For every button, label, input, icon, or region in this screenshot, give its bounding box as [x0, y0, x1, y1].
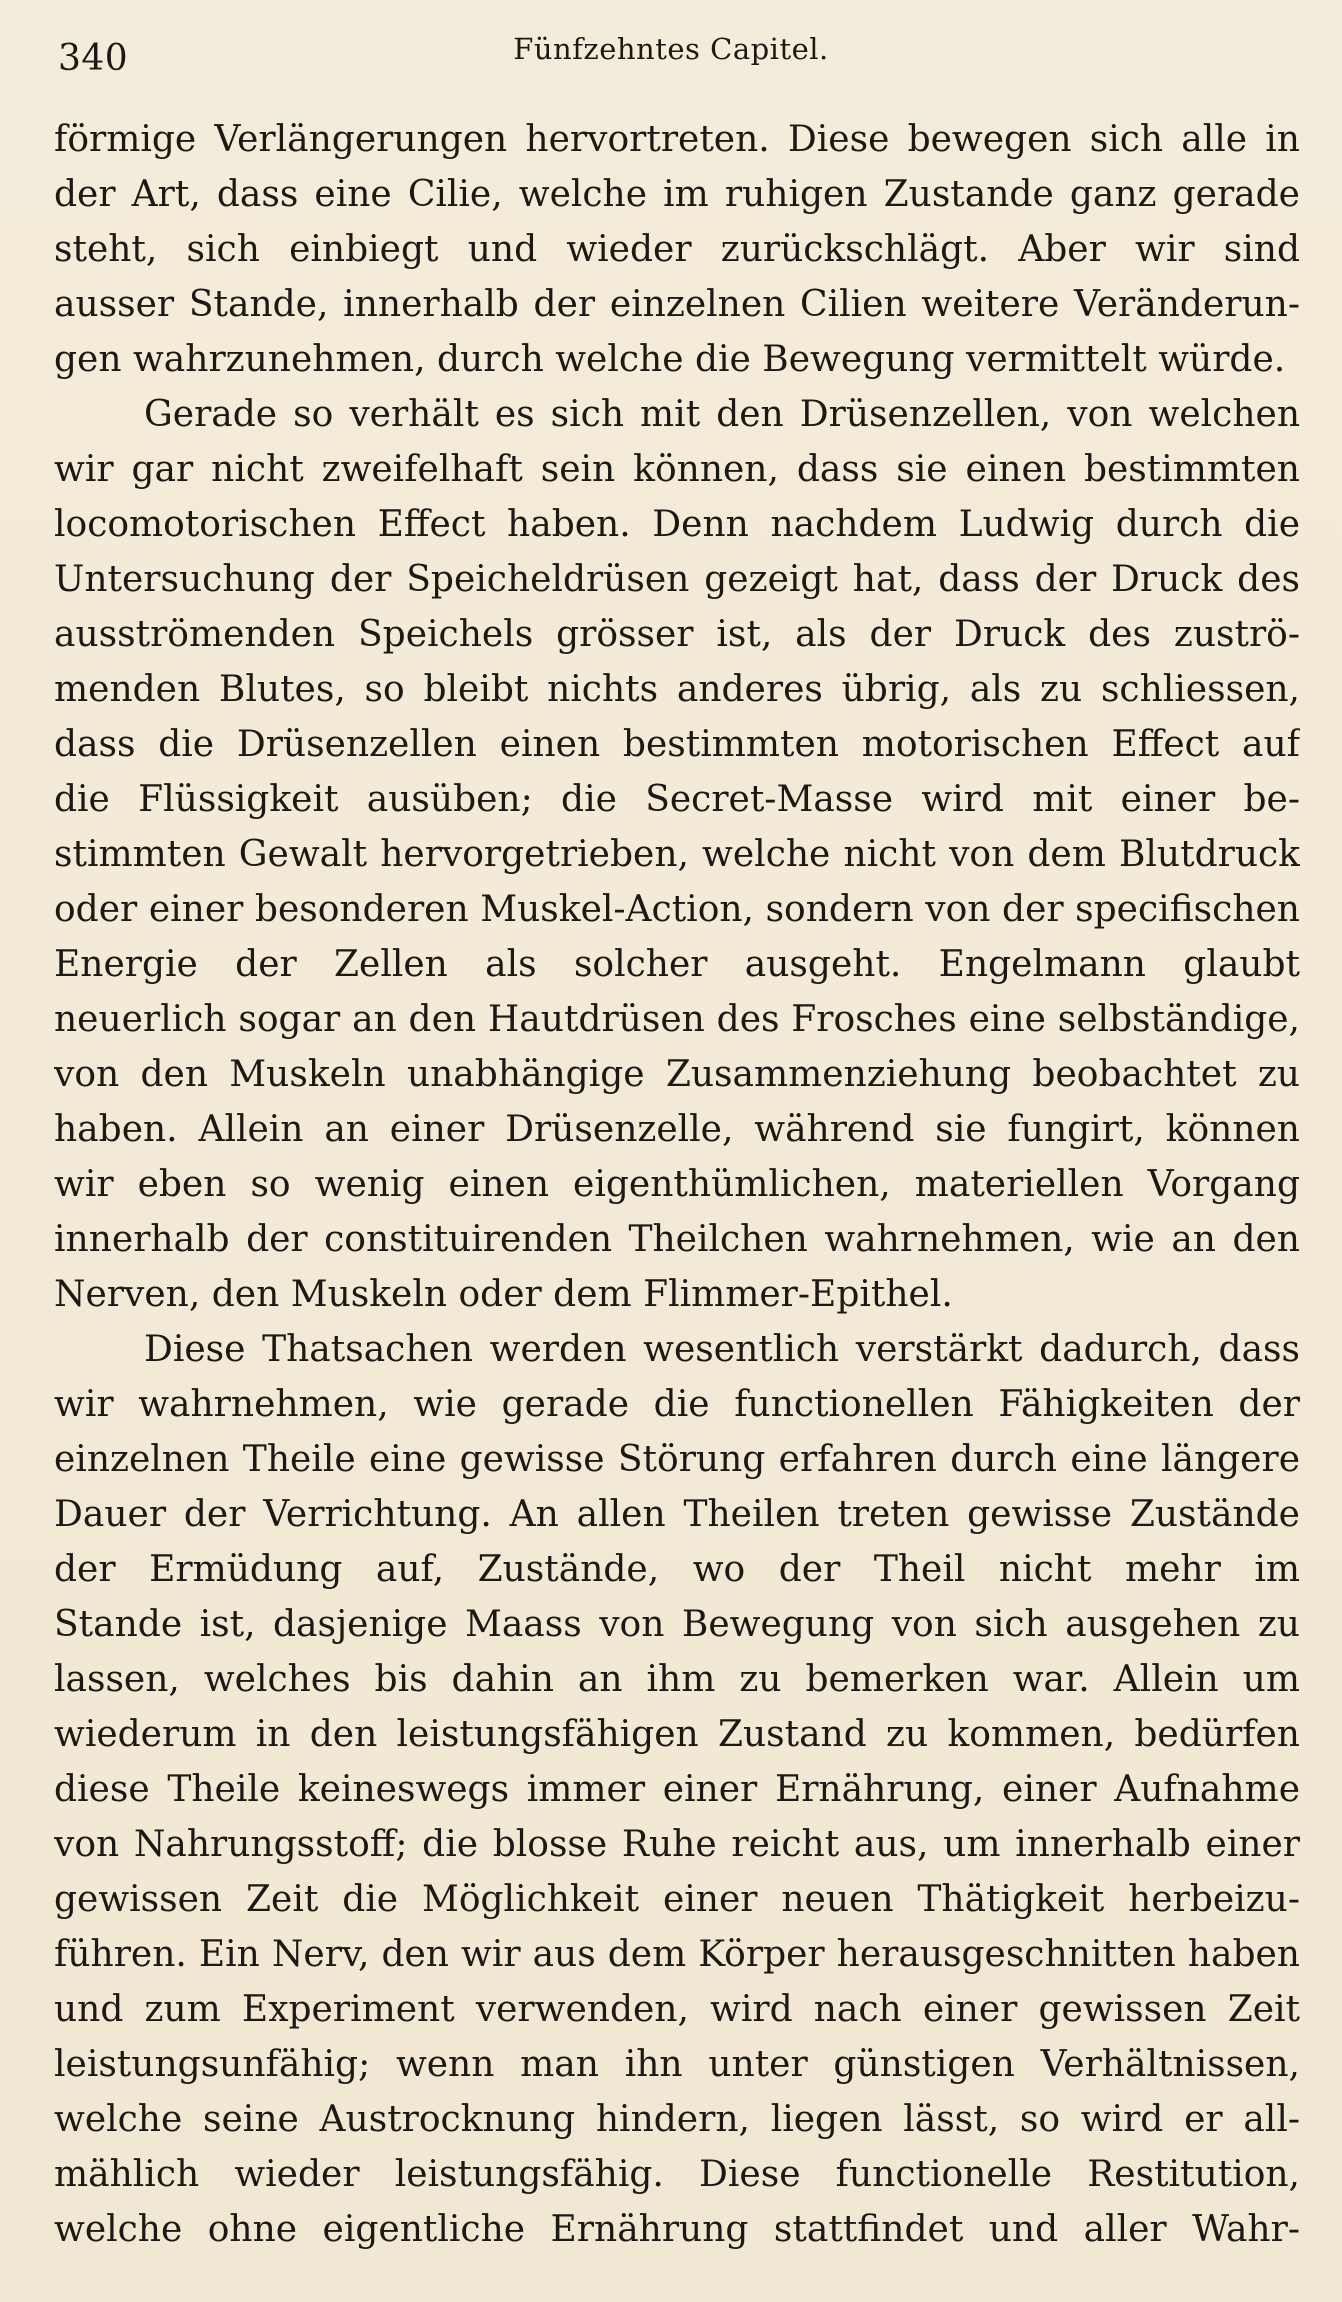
text-line: ausströmenden Speichels grösser ist, als der Druck des zuströ- [54, 614, 1300, 655]
text-line: Dauer der Verrichtung. An allen Theilen treten gewisse Zustände [54, 1494, 1300, 1535]
text-line: wir eben so wenig einen eigenthümlichen, materiellen Vorgang [54, 1164, 1300, 1205]
text-line: ausser Stande, innerhalb der einzelnen Cilien weitere Veränderun- [54, 284, 1300, 325]
text-line: steht, sich einbiegt und wieder zurückschlägt. Aber wir sind [54, 229, 1300, 270]
text-line: locomotorischen Effect haben. Denn nachdem Ludwig durch die [54, 504, 1300, 545]
text-line: Nerven, den Muskeln oder dem Flimmer-Epithel. [54, 1274, 953, 1315]
text-line: gewissen Zeit die Möglichkeit einer neuen Thätigkeit herbeizu- [54, 1879, 1300, 1920]
text-line: führen. Ein Nerv, den wir aus dem Körper herausgeschnitten haben [54, 1934, 1300, 1975]
text-line: lassen, welches bis dahin an ihm zu bemerken war. Allein um [54, 1659, 1300, 1700]
text-line: diese Theile keineswegs immer einer Ernährung, einer Aufnahme [54, 1769, 1300, 1810]
text-line: Stande ist, dasjenige Maass von Bewegung von sich ausgehen zu [54, 1604, 1300, 1645]
text-line: und zum Experiment verwenden, wird nach einer gewissen Zeit [54, 1989, 1300, 2030]
text-line: innerhalb der constituirenden Theilchen wahrnehmen, wie an den [54, 1219, 1300, 1260]
paragraph-3 [54, 1322, 1300, 2257]
text-line: menden Blutes, so bleibt nichts anderes übrig, als zu schliessen, [54, 669, 1300, 710]
text-line: leistungsunfähig; wenn man ihn unter günstigen Verhältnissen, [54, 2044, 1300, 2085]
text-line: Diese Thatsachen werden wesentlich verstärkt dadurch, dass [144, 1329, 1300, 1370]
text-line: welche seine Austrocknung hindern, liegen lässt, so wird er all- [54, 2099, 1300, 2140]
running-title: Fünfzehntes Capitel. [513, 32, 829, 66]
text-line: welche ohne eigentliche Ernährung stattfindet und aller Wahr- [54, 2209, 1300, 2250]
body-text [54, 112, 1300, 2257]
text-line: Energie der Zellen als solcher ausgeht. Engelmann glaubt [54, 944, 1300, 985]
text-line: stimmten Gewalt hervorgetrieben, welche nicht von dem Blutdruck [54, 834, 1300, 875]
text-line: der Art, dass eine Cilie, welche im ruhigen Zustande ganz gerade [54, 174, 1300, 215]
text-line: oder einer besonderen Muskel-Action, sondern von der specifischen [54, 889, 1300, 930]
text-line: einzelnen Theile eine gewisse Störung erfahren durch eine längere [54, 1439, 1300, 1480]
paragraph-2 [54, 387, 1300, 1322]
text-line: der Ermüdung auf, Zustände, wo der Theil nicht mehr im [54, 1549, 1300, 1590]
text-line: Gerade so verhält es sich mit den Drüsenzellen, von welchen [144, 394, 1300, 435]
text-line: wir wahrnehmen, wie gerade die functionellen Fähigkeiten der [54, 1384, 1300, 1425]
text-line: wir gar nicht zweifelhaft sein können, dass sie einen bestimmten [54, 449, 1300, 490]
paragraph-1 [54, 112, 1300, 387]
text-line: wiederum in den leistungsfähigen Zustand zu kommen, bedürfen [54, 1714, 1300, 1755]
text-line: gen wahrzunehmen, durch welche die Bewegung vermittelt würde. [54, 339, 1286, 380]
page-header [56, 32, 1286, 88]
text-line: haben. Allein an einer Drüsenzelle, während sie fungirt, können [54, 1109, 1300, 1150]
text-line: förmige Verlängerungen hervortreten. Diese bewegen sich alle in [54, 119, 1300, 160]
text-line: von Nahrungsstoff; die blosse Ruhe reicht aus, um innerhalb einer [54, 1824, 1300, 1865]
text-line: Untersuchung der Speicheldrüsen gezeigt hat, dass der Druck des [54, 559, 1300, 600]
page-number: 340 [58, 38, 129, 79]
text-line: die Flüssigkeit ausüben; die Secret-Masse wird mit einer be- [54, 779, 1300, 820]
text-line: dass die Drüsenzellen einen bestimmten motorischen Effect auf [54, 724, 1300, 765]
text-line: neuerlich sogar an den Hautdrüsen des Frosches eine selbständige, [54, 999, 1300, 1040]
text-line: von den Muskeln unabhängige Zusammenziehung beobachtet zu [54, 1054, 1300, 1095]
text-line: mählich wieder leistungsfähig. Diese functionelle Restitution, [54, 2154, 1300, 2195]
